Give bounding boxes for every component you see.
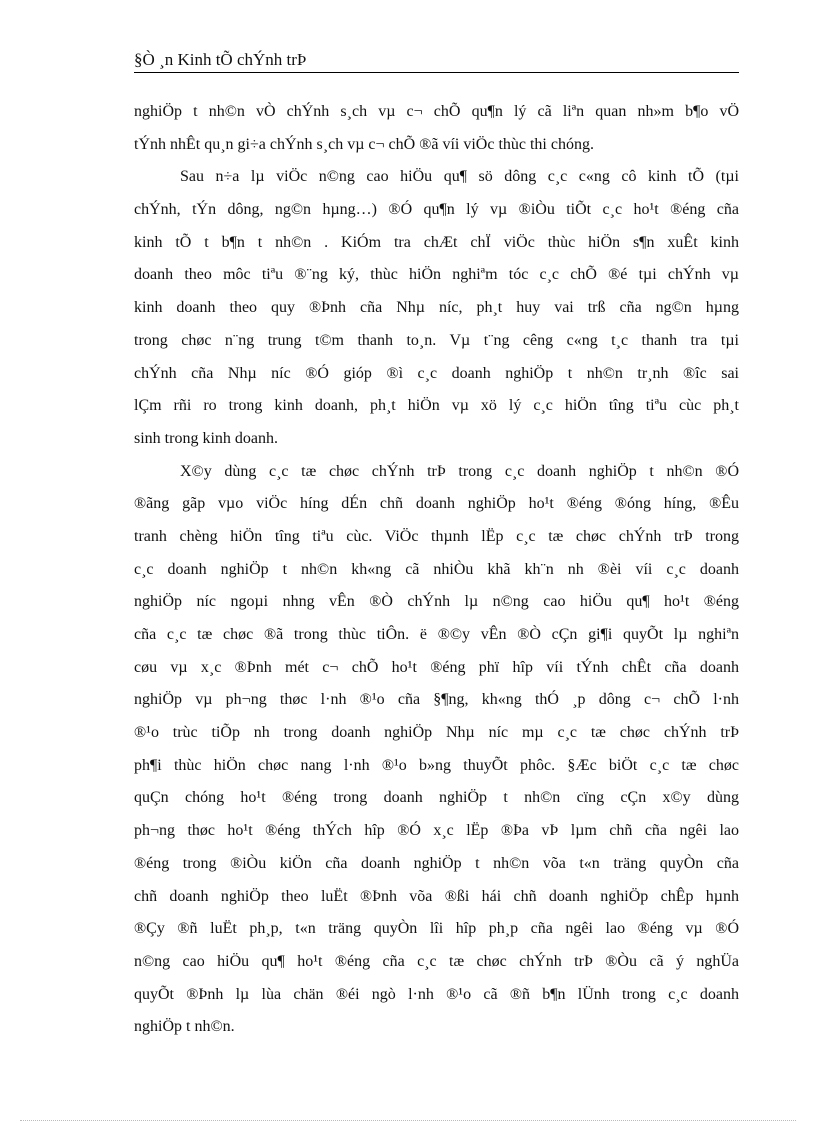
text-line: chÝnh cña Nhµ níc ®Ó gióp ®ì c¸c doanh nghiÖp t nh©n tr¸nh ®îc sai [134,364,739,382]
text-line: cøu vµ x¸c ®Þnh mét c¬ chÕ ho¹t ®éng phï hîp víi tÝnh chÊt cña doanh [134,658,739,676]
text-line: chñ doanh nghiÖp theo luËt ®Þnh võa ®ßi hái chñ doanh nghiÖp chÊp hµnh [134,887,739,905]
text-line: ph¬ng thøc ho¹t ®éng thÝch hîp ®Ó x¸c lËp ®Þa vÞ lµm chñ cña ngêi lao [134,822,739,840]
text-line: nghiÖp níc ngoµi nhng vÊn ®Ò chÝnh lµ n©ng cao hiÖu qu¶ ho¹t ®éng [134,593,739,611]
text-line: trong chøc n¨ng trung t©m thanh to¸n. Vµ t¨ng cêng c«ng t¸c thanh tra tµi [134,331,739,349]
text-line: ph¶i thùc hiÖn chøc nang l·nh ®¹o b»ng thuyÕt phôc. §Æc biÖt c¸c tæ chøc [134,756,739,774]
page-bottom-border [20,1120,796,1121]
text-line: doanh theo môc tiªu ®¨ng ký, thùc hiÖn nghiªm tóc c¸c chÕ ®é tµi chÝnh vµ [134,266,739,284]
text-line: ®Çy ®ñ luËt ph¸p, t«n träng quyÒn lîi hîp ph¸p cña ngêi lao ®éng vµ ®Ó [134,920,739,938]
paragraph [134,456,739,1044]
text-line: tÝnh nhÊt qu¸n gi÷a chÝnh s¸ch vµ c¬ chÕ ®ã víi viÖc thùc thi chóng. [134,135,594,153]
text-line: quyÕt ®Þnh lµ lùa chän ®éi ngò l·nh ®¹o cã ®ñ b¶n lÜnh trong c¸c doanh [134,985,739,1003]
text-line: cña c¸c tæ chøc ®ã trong thùc tiÔn. ë ®©y vÊn ®Ò cÇn gi¶i quyÕt lµ nghiªn [134,626,739,644]
page-header [134,50,739,73]
text-line: sinh trong kinh doanh. [134,429,278,447]
text-line: c¸c doanh nghiÖp t nh©n kh«ng cã nhiÒu khã kh¨n nh ®èi víi c¸c doanh [134,560,739,578]
text-line: nghiÖp t nh©n. [134,1018,235,1036]
paragraph [134,161,739,455]
text-line: Sau n÷a lµ viÖc n©ng cao hiÖu qu¶ sö dông c¸c c«ng cô kinh tÕ (tµi [180,168,739,186]
text-line: n©ng cao hiÖu qu¶ ho¹t ®éng cña c¸c tæ chøc chÝnh trÞ ®Òu cã ý nghÜa [134,952,739,970]
text-line: chÝnh, tÝn dông, ng©n hµng…) ®Ó qu¶n lý vµ ®iÒu tiÕt c¸c ho¹t ®éng cña [134,201,739,219]
paragraph [134,96,739,161]
text-line: nghiÖp vµ ph¬ng thøc l·nh ®¹o cña §¶ng, kh«ng thÓ ¸p dông c¬ chÕ l·nh [134,691,739,709]
text-line: kinh doanh theo quy ®Þnh cña Nhµ níc, ph¸t huy vai trß cña ng©n hµng [134,299,739,317]
text-line: kinh tÕ t b¶n t nh©n . KiÓm tra chÆt chÏ viÖc thùc hiÖn s¶n xuÊt kinh [134,233,739,251]
text-line: lÇm rñi ro trong kinh doanh, ph¸t hiÖn vµ xö lý c¸c hiÖn tîng tiªu cùc ph¸t [134,397,739,415]
text-line: ®éng trong ®iÒu kiÖn cña doanh nghiÖp t nh©n võa t«n träng quyÒn cña [134,854,739,872]
text-line: X©y dùng c¸c tæ chøc chÝnh trÞ trong c¸c doanh nghiÖp t nh©n ®Ó [180,462,739,480]
text-line: ®ãng gãp vµo viÖc híng dÉn chñ doanh nghiÖp ho¹t ®éng ®óng híng, ®Êu [134,495,739,513]
body-text [134,96,739,1044]
text-line: nghiÖp t nh©n vÒ chÝnh s¸ch vµ c¬ chÕ qu¶n lý cã liªn quan nh»m b¶o vÖ [134,103,739,120]
header-title: §Ò ¸n Kinh tÕ chÝnh trÞ [134,50,307,69]
text-line: quÇn chóng ho¹t ®éng trong doanh nghiÖp t nh©n cïng cÇn x©y dùng [134,789,739,807]
text-line: ®¹o trùc tiÕp nh trong doanh nghiÖp Nhµ níc mµ c¸c tæ chøc chÝnh trÞ [134,724,739,742]
text-line: tranh chèng hiÖn tîng tiªu cùc. ViÖc thµnh lËp c¸c tæ chøc chÝnh trÞ trong [134,527,739,545]
